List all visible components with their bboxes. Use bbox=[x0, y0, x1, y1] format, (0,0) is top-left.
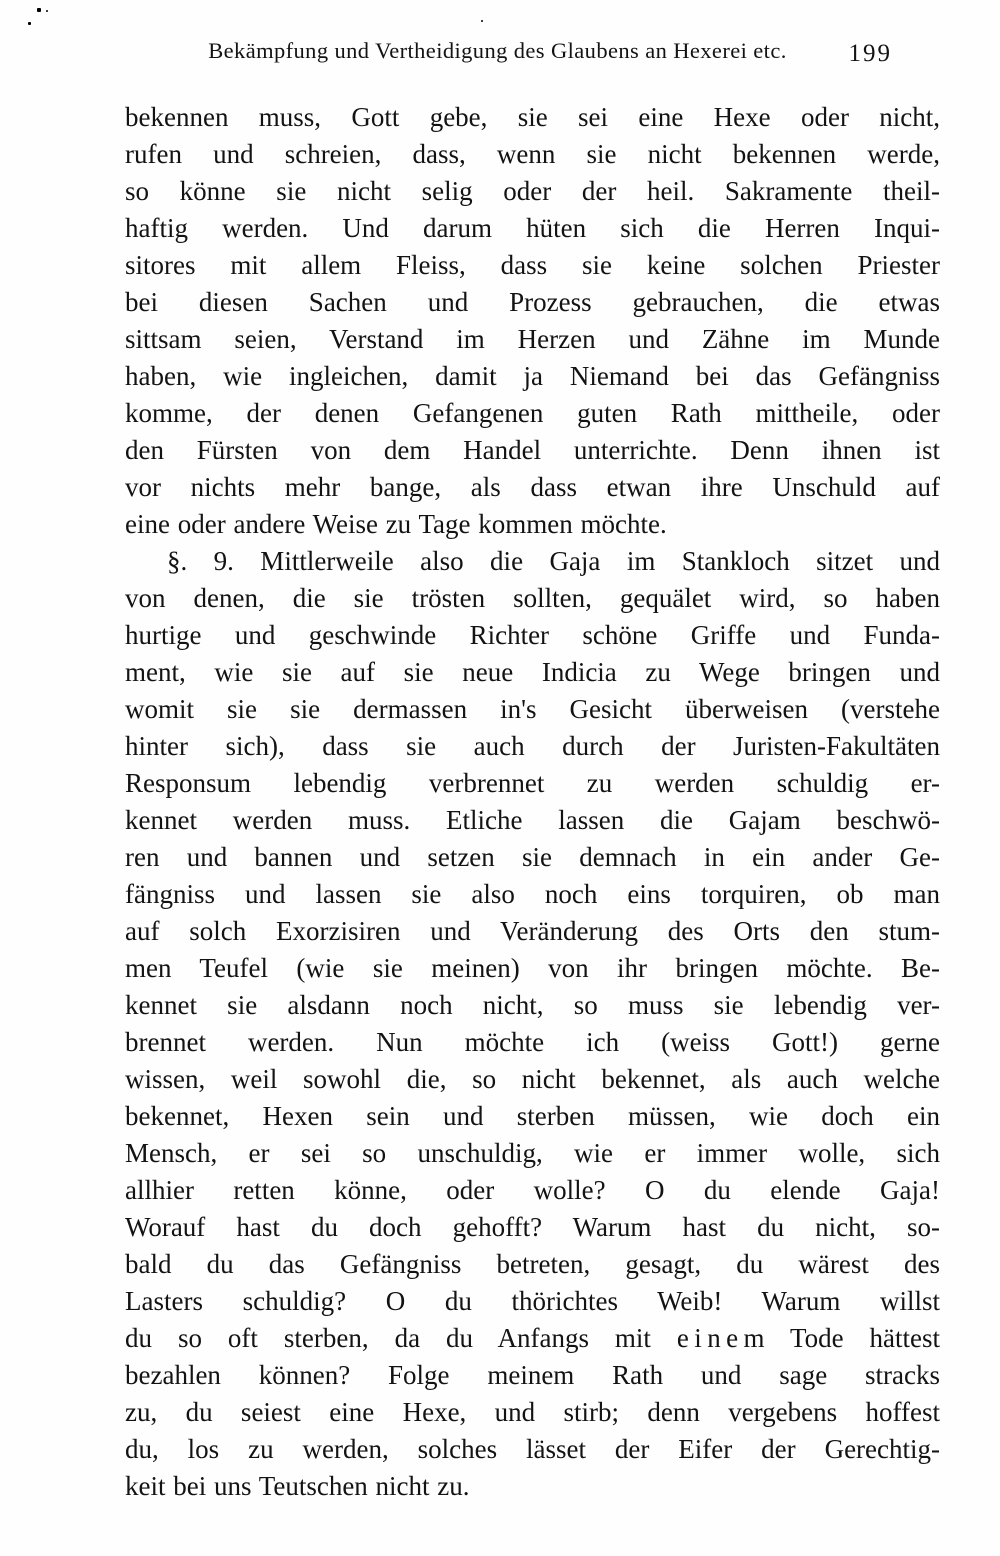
page-header bbox=[125, 38, 940, 72]
text-line: von denen, die sie trösten sollten, gequälet wird, so haben bbox=[125, 583, 940, 613]
text-line: Mensch, er sei so unschuldig, wie er immer wolle, sich bbox=[125, 1138, 940, 1168]
text-line: Worauf hast du doch gehofft? Warum hast du nicht, so- bbox=[125, 1212, 940, 1242]
text-line: sittsam seien, Verstand im Herzen und Zähne im Munde bbox=[125, 324, 940, 354]
text-line: womit sie sie dermassen in's Gesicht überweisen (verstehe bbox=[125, 694, 940, 724]
text-line: den Fürsten von dem Handel unterrichte. Denn ihnen ist bbox=[125, 435, 940, 465]
text-line: bei diesen Sachen und Prozess gebrauchen, die etwas bbox=[125, 287, 940, 317]
text-line: keit bei uns Teutschen nicht zu. bbox=[125, 1471, 470, 1501]
text-line: Lasters schuldig? O du thörichtes Weib! Warum willst bbox=[125, 1286, 940, 1316]
text-line: bezahlen können? Folge meinem Rath und sage stracks bbox=[125, 1360, 940, 1390]
text-line: eine oder andere Weise zu Tage kommen möchte. bbox=[125, 509, 667, 539]
text-line: ment, wie sie auf sie neue Indicia zu Wege bringen und bbox=[125, 657, 940, 687]
page-number: 199 bbox=[848, 40, 892, 67]
text-line: du so oft sterben, da du Anfangs mit e i n e m Tode hättest bbox=[125, 1323, 940, 1353]
text-line: Responsum lebendig verbrennet zu werden schuldig er- bbox=[125, 768, 940, 798]
text-line: rufen und schreien, dass, wenn sie nicht bekennen werde, bbox=[125, 139, 940, 169]
scan-speckle bbox=[28, 22, 31, 25]
text-line: §. 9. Mittlerweile also die Gaja im Stankloch sitzet und bbox=[167, 546, 940, 576]
body-text bbox=[125, 99, 940, 1505]
text-line: ren und bannen und setzen sie demnach in ein ander Ge- bbox=[125, 842, 940, 872]
text-line: haftig werden. Und darum hüten sich die Herren Inqui- bbox=[125, 213, 940, 243]
text-line: du, los zu werden, solches lässet der Eifer der Gerechtig- bbox=[125, 1434, 940, 1464]
scan-speckle bbox=[46, 10, 48, 12]
text-line: wissen, weil sowohl die, so nicht bekennet, als auch welche bbox=[125, 1064, 940, 1094]
text-line: fängniss und lassen sie also noch eins torquiren, ob man bbox=[125, 879, 940, 909]
text-line: hurtige und geschwinde Richter schöne Griffe und Funda- bbox=[125, 620, 940, 650]
text-line: men Teufel (wie sie meinen) von ihr bringen möchte. Be- bbox=[125, 953, 940, 983]
text-line: auf solch Exorzisiren und Veränderung des Orts den stum- bbox=[125, 916, 940, 946]
text-line: brennet werden. Nun möchte ich (weiss Gott!) gerne bbox=[125, 1027, 940, 1057]
text-line: zu, du seiest eine Hexe, und stirb; denn vergebens hoffest bbox=[125, 1397, 940, 1427]
text-line: allhier retten könne, oder wolle? O du elende Gaja! bbox=[125, 1175, 940, 1205]
text-line: sitores mit allem Fleiss, dass sie keine solchen Priester bbox=[125, 250, 940, 280]
text-line: bekennet, Hexen sein und sterben müssen, wie doch ein bbox=[125, 1101, 940, 1131]
text-line: komme, der denen Gefangenen guten Rath mittheile, oder bbox=[125, 398, 940, 428]
text-line: vor nichts mehr bange, als dass etwan ihre Unschuld auf bbox=[125, 472, 940, 502]
text-line: haben, wie ingleichen, damit ja Niemand bei das Gefängniss bbox=[125, 361, 940, 391]
text-line: kennet werden muss. Etliche lassen die Gajam beschwö- bbox=[125, 805, 940, 835]
text-line: kennet sie alsdann noch nicht, so muss sie lebendig ver- bbox=[125, 990, 940, 1020]
text-line: bald du das Gefängniss betreten, gesagt, du wärest des bbox=[125, 1249, 940, 1279]
scan-speckle bbox=[481, 20, 483, 22]
text-line: hinter sich), dass sie auch durch der Juristen-Fakultäten bbox=[125, 731, 940, 761]
text-line: so könne sie nicht selig oder der heil. Sakramente theil- bbox=[125, 176, 940, 206]
running-title: Bekämpfung und Vertheidigung des Glaubens an Hexerei etc. bbox=[208, 38, 787, 63]
scan-speckle bbox=[37, 8, 41, 12]
text-line: bekennen muss, Gott gebe, sie sei eine Hexe oder nicht, bbox=[125, 102, 940, 132]
